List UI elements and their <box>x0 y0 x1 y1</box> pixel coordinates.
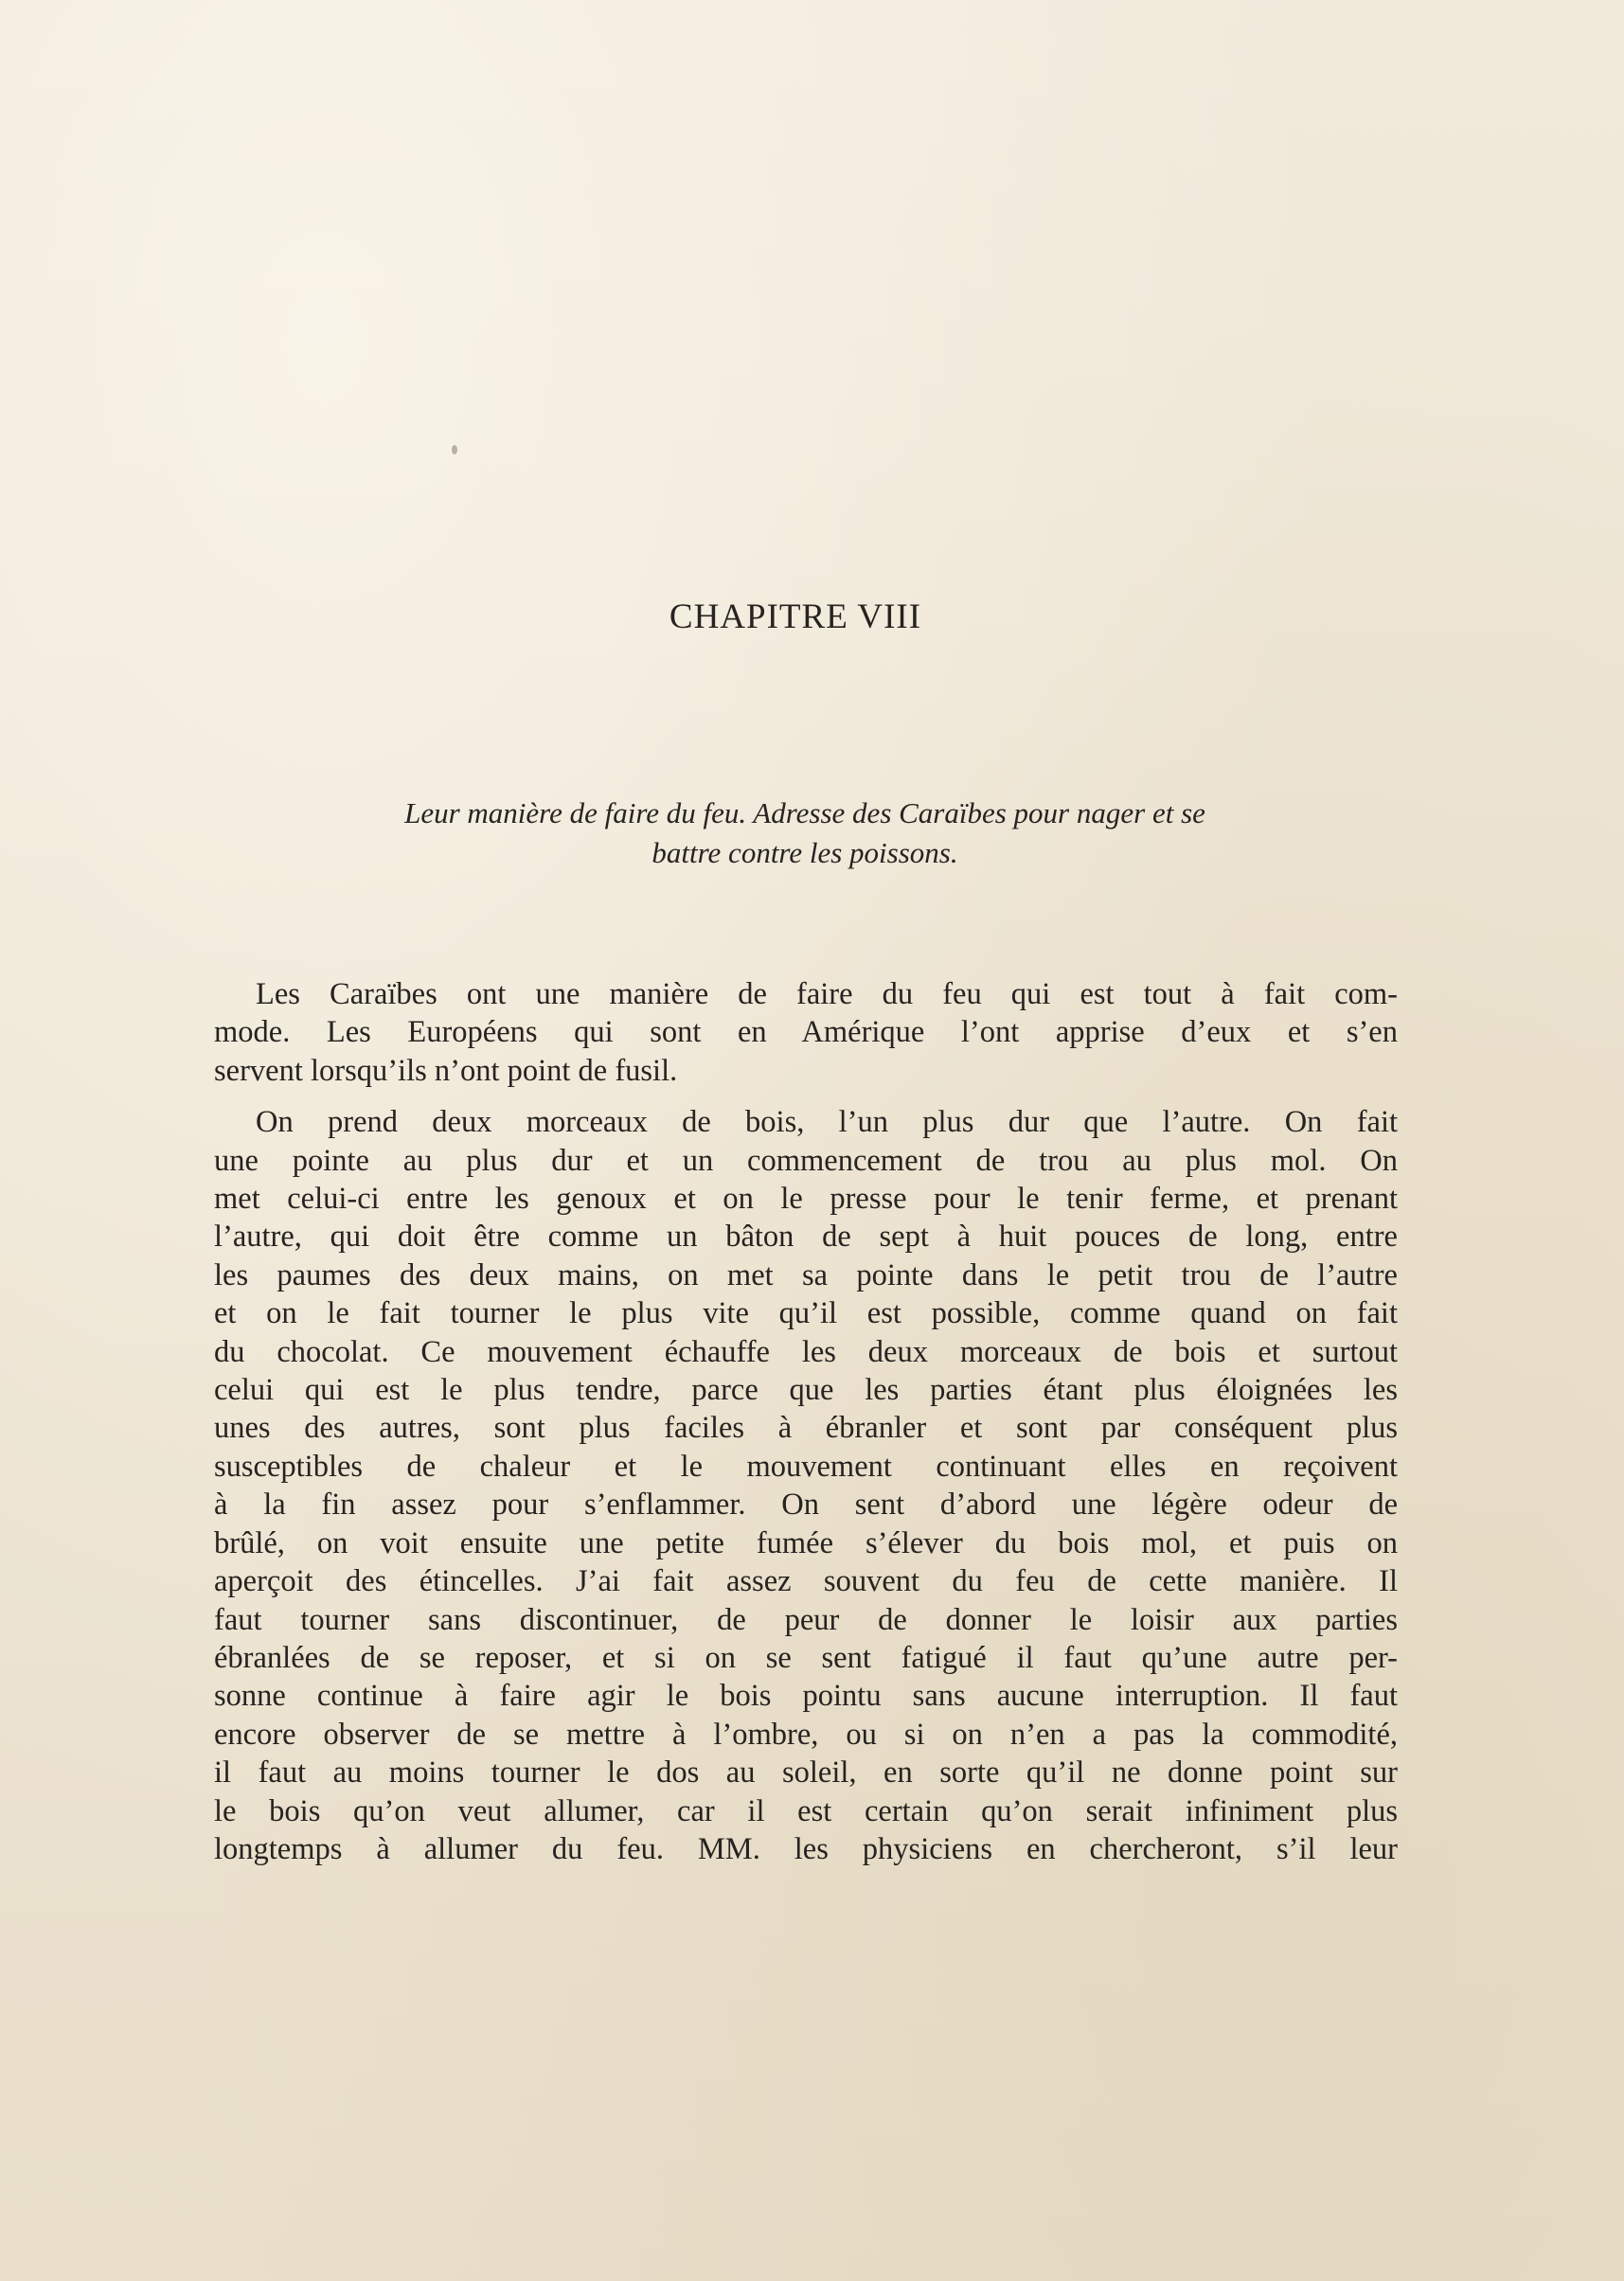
text-line: à la fin assez pour s’enflammer. On sent d’abord une légère odeur de <box>214 1488 1398 1523</box>
text-line: celui qui est le plus tendre, parce que les parties étant plus éloignées les <box>214 1373 1398 1408</box>
text-line: susceptibles de chaleur et le mouvement continuant elles en reçoivent <box>214 1449 1398 1484</box>
text-line: une pointe au plus dur et un commencement de trou au plus mol. On <box>214 1143 1398 1178</box>
chapter-subtitle <box>237 793 1373 873</box>
text-line: les paumes des deux mains, on met sa pointe dans le petit trou de l’autre <box>214 1257 1398 1292</box>
paragraph-2 <box>214 1103 1398 1868</box>
subtitle-line: Leur manière de faire du feu. Adresse des Caraïbes pour nager et se <box>404 796 1205 829</box>
text-line: aperçoit des étincelles. J’ai fait assez souvent du feu de cette manière. Il <box>214 1564 1398 1599</box>
text-line: et on le fait tourner le plus vite qu’il est possible, comme quand on fait <box>214 1296 1398 1331</box>
text-line: du chocolat. Ce mouvement échauffe les deux morceaux de bois et surtout <box>214 1334 1398 1369</box>
text-line: sonne continue à faire agir le bois pointu sans aucune interruption. Il faut <box>214 1679 1398 1714</box>
text-line: l’autre, qui doit être comme un bâton de sept à huit pouces de long, entre <box>214 1220 1398 1255</box>
text-line: On prend deux morceaux de bois, l’un plus dur que l’autre. On fait <box>256 1105 1398 1140</box>
text-line: mode. Les Européens qui sont en Amérique l’ont apprise d’eux et s’en <box>214 1015 1398 1050</box>
ink-speck <box>452 445 457 454</box>
body-text <box>214 975 1398 1868</box>
text-line: faut tourner sans discontinuer, de peur de donner le loisir aux parties <box>214 1602 1398 1637</box>
text-line: il faut au moins tourner le dos au soleil, en sorte qu’il ne donne point sur <box>214 1755 1398 1791</box>
text-line: le bois qu’on veut allumer, car il est certain qu’on serait infiniment plus <box>214 1793 1398 1828</box>
text-line: unes des autres, sont plus faciles à ébranler et sont par conséquent plus <box>214 1411 1398 1446</box>
text-line: encore observer de se mettre à l’ombre, ou si on n’en a pas la commodité, <box>214 1717 1398 1752</box>
subtitle-line: battre contre les poissons. <box>651 836 958 869</box>
text-line: brûlé, on voit ensuite une petite fumée s’élever du bois mol, et puis on <box>214 1525 1398 1560</box>
text-line: servent lorsqu’ils n’ont point de fusil. <box>214 1053 678 1088</box>
text-line: met celui-ci entre les genoux et on le presse pour le tenir ferme, et prenant <box>214 1182 1398 1217</box>
chapter-title: CHAPITRE VIII <box>669 597 922 636</box>
paragraph-1 <box>214 975 1398 1090</box>
text-line: ébranlées de se reposer, et si on se sent fatigué il faut qu’une autre per- <box>214 1640 1398 1675</box>
text-line: Les Caraïbes ont une manière de faire du feu qui est tout à fait com- <box>256 977 1398 1011</box>
text-line: longtemps à allumer du feu. MM. les physiciens en chercheront, s’il leur <box>214 1831 1398 1866</box>
